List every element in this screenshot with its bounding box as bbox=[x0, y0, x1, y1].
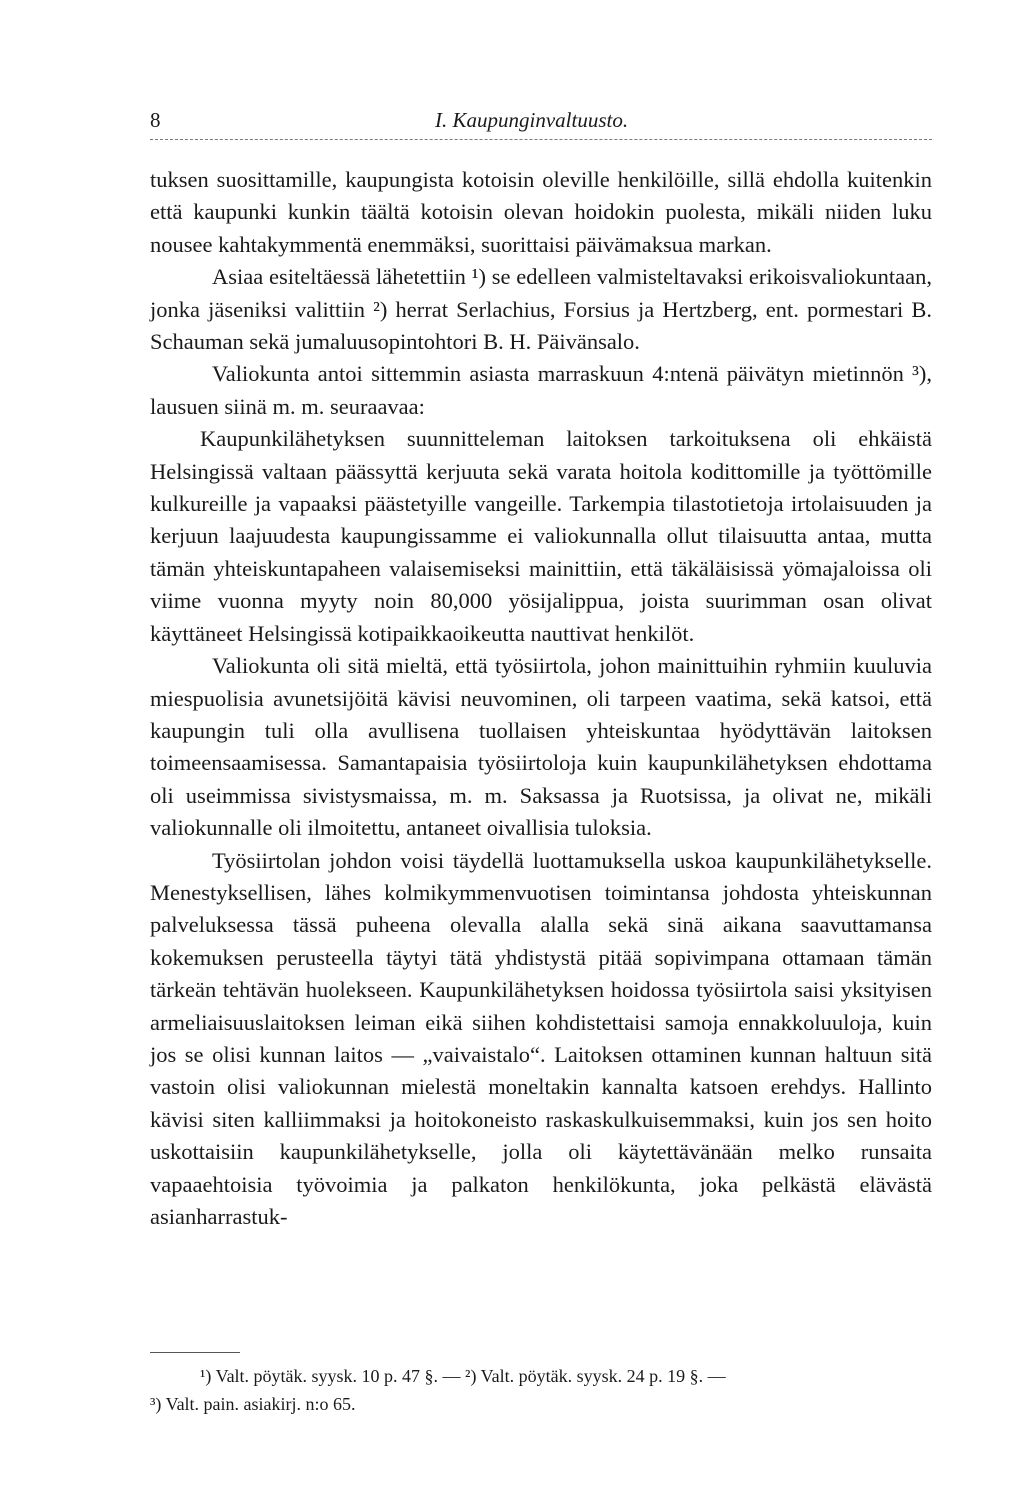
page-number: 8 bbox=[150, 108, 161, 132]
paragraph: Valiokunta antoi sittemmin asiasta marraskuun 4:ntenä päivätyn mietinnön ³), lausuen siinä m. m. seuraavaa: bbox=[150, 361, 932, 419]
paragraph: Asiaa esiteltäessä lähetettiin ¹) se edelleen valmisteltavaksi erikoisvaliokuntaan, jonka jäseniksi valittiin ²) herrat Serlachius, Forsius ja Hertzberg, ent. pormestari B. Schauman sekä jumaluusopintohtori B. H. Päivänsalo. bbox=[150, 264, 932, 355]
paragraph: Työsiirtolan johdon voisi täydellä luottamuksella uskoa kaupunkilähetykselle. Menestyksellisen, lähes kolmikymmenvuotisen toimintansa johdosta yhteiskunnan palveluksessa tässä puheena olevalla alalla sekä sinä aikana saavuttamansa kokemuksen perusteella täytyi tätä yhdistystä pitää sopivimpana ottamaan tämän tärkeän tehtävän huolekseen. Kaupunkilähetyksen hoidossa työsiirtola saisi yksityisen armeliaisuuslaitoksen leiman eikä siihen kohdistettaisi samoja ennakkoluuloja, kuin jos se olisi kunnan laitos — „vaivaistalo“. Laitoksen ottaminen kunnan haltuun sitä vastoin olisi valiokunnan mielestä moneltakin kannalta katsoen erehdys. Hallinto kävisi siten kalliimmaksi ja hoitokoneisto raskaskulkuisemmaksi, kuin jos sen hoito uskottaisiin kaupunkilähetykselle, jolla oli käytettävänään melko runsaita vapaaehtoisia työvoimia ja palkaton henkilökunta, joka pelkästä elävästä asianharrastuk- bbox=[150, 847, 932, 1229]
header-divider bbox=[150, 139, 932, 140]
body-text bbox=[150, 164, 932, 1233]
quoted-paragraph: Kaupunkilähetyksen suunnitteleman laitoksen tarkoituksena oli ehkäistä Helsingissä valtaan päässyttä kerjuuta sekä varata hoitola kodittomille ja työttömille kulkureille ja vapaaksi päästetyille vangeille. Tarkempia tilastotietoja irtolaisuuden ja kerjuun laajuudesta kaupungissamme ei valiokunnalla ollut tilaisuutta antaa, mutta tämän yhteiskuntapaheen valaisemiseksi mainittiin, että täkäläisissä yömajaloissa oli viime vuonna myyty noin 80,000 yösijalippua, joista suurimman osan olivat käyttäneet Helsingissä kotipaikkaoikeutta nauttivat henkilöt. bbox=[150, 426, 932, 646]
footnotes bbox=[150, 1362, 932, 1418]
footnote-divider bbox=[150, 1352, 240, 1353]
running-title: I. Kaupunginvaltuusto. bbox=[435, 108, 629, 132]
paragraph-continuation: tuksen suosittamille, kaupungista kotoisin oleville henkilöille, sillä ehdolla kuitenkin että kaupunki kunkin täältä kotoisin olevan hoidokin puolesta, mikäli niiden luku nousee kahtakymmentä enemmäksi, suorittaisi päivämaksua markan. bbox=[150, 167, 932, 257]
paragraph: Valiokunta oli sitä mieltä, että työsiirtola, johon mainittuihin ryhmiin kuuluvia miespuolisia avunetsijöitä kävisi neuvominen, oli tarpeen vaatima, sekä katsoi, että kaupungin tuli olla avullisena tuollaisen yhteiskuntaa hyödyttävän laitoksen toimeensaamisessa. Samantapaisia työsiirtoloja kuin kaupunkilähetyksen ehdottama oli useimmissa sivistysmaissa, m. m. Saksassa ja Ruotsissa, ja olivat ne, mikäli valiokunnalle oli ilmoitettu, antaneet oivallisia tuloksia. bbox=[150, 653, 932, 841]
footnote-line: ³) Valt. pain. asiakirj. n:o 65. bbox=[150, 1394, 356, 1414]
page-header bbox=[150, 104, 932, 136]
footnote-line: ¹) Valt. pöytäk. syysk. 10 p. 47 §. — ²) Valt. pöytäk. syysk. 24 p. 19 §. — bbox=[200, 1366, 726, 1386]
